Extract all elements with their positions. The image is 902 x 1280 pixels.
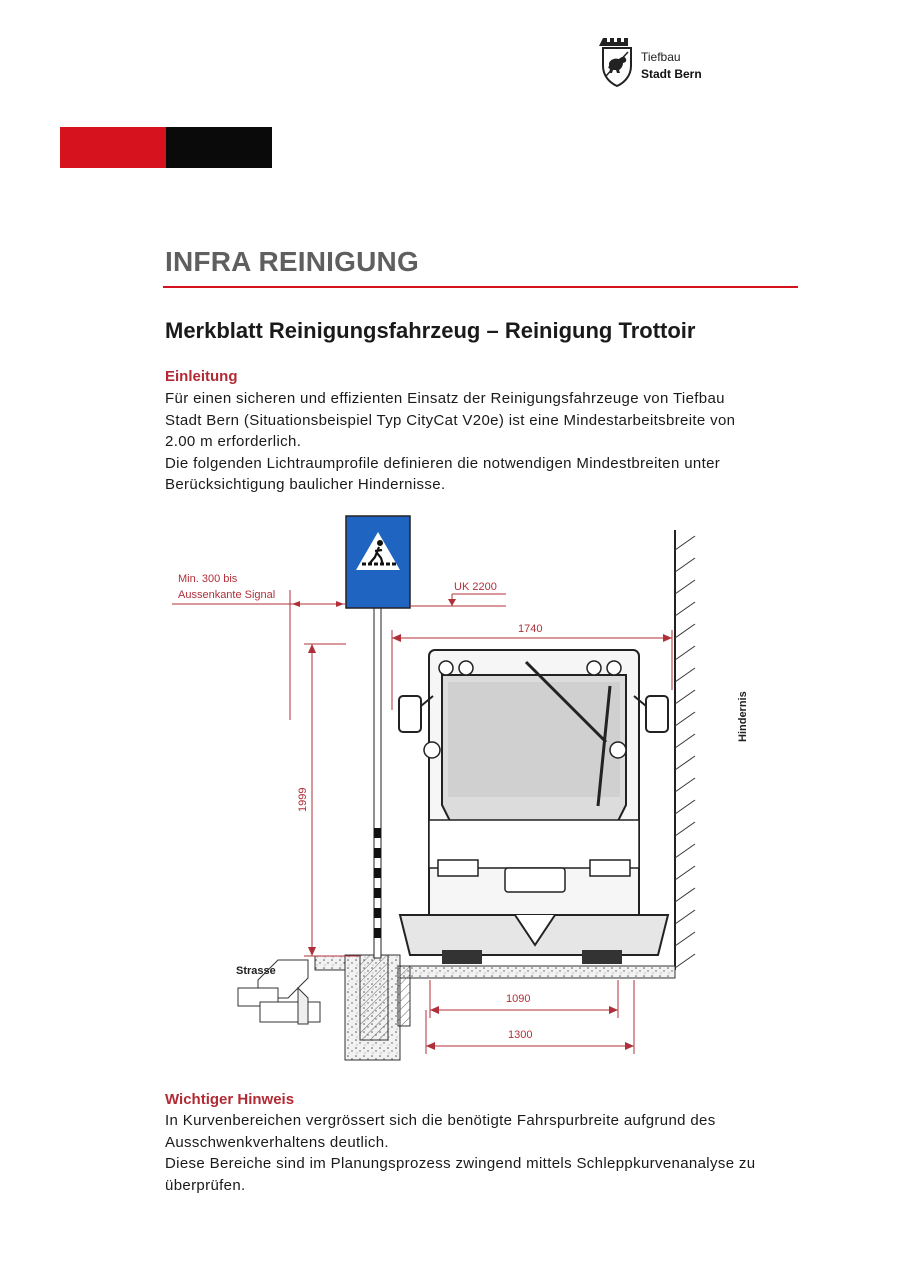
dim-label-1740: 1740 [518,623,543,635]
notice-paragraph [165,1110,805,1196]
obstacle-wall [675,530,695,970]
street-sweeper-vehicle [399,650,668,964]
tiefbau-logo [600,36,730,88]
label-uk: UK 2200 [454,581,497,593]
label-hindernis: Hindernis [737,691,749,742]
section-title: INFRA REINIGUNG [165,246,419,277]
pedestrian-crossing-sign-icon [346,516,410,608]
label-min-line1: Min. 300 bis [178,573,238,585]
bern-bear-coat-of-arms-icon [600,36,634,88]
dimension-total [426,980,634,1054]
clearance-profile-diagram [170,510,749,1070]
intro-line: Die folgenden Lichtraumprofile definieren die notwendigen Mindestbreiten unter [165,454,721,472]
sidewalk-ground [315,955,675,1060]
label-min-line2: Aussenkante Signal [178,589,276,601]
dimension-min-300 [172,573,346,720]
notice-line: In Kurvenbereichen vergrössert sich die benötigte Fahrspurbreite aufgrund des [165,1112,716,1129]
notice-line: überprüfen. [165,1176,246,1194]
label-strasse: Strasse [236,965,276,977]
dim-label-1999: 1999 [297,787,309,812]
intro-line: Berücksichtigung baulicher Hindernisse. [165,476,446,493]
title-divider [163,286,798,288]
brand-bar-red [60,127,166,168]
intro-line: 2.00 m erforderlich. [165,433,302,450]
notice-heading: Wichtiger Hinweis [165,1091,295,1108]
dimension-height [297,644,360,956]
signpost [374,608,381,958]
brand-bar-black [166,127,272,168]
document-title: Merkblatt Reinigungsfahrzeug – Reinigung Trottoir [165,318,696,343]
intro-heading: Einleitung [165,368,238,385]
intro-line: Stadt Bern (Situationsbeispiel Typ CityCat V20e) ist eine Mindestarbeitsbreite von [165,411,736,429]
logo-line-stadt-bern: Stadt Bern [641,67,702,81]
dimension-track [430,980,618,1018]
dimension-uk-2200 [410,581,506,606]
logo-line-tiefbau: Tiefbau [641,50,681,64]
dim-label-1090: 1090 [506,993,531,1005]
intro-paragraph [165,388,805,496]
dim-label-1300: 1300 [508,1029,533,1041]
intro-line: Für einen sicheren und effizienten Einsatz der Reinigungsfahrzeuge von Tiefbau [165,390,725,407]
notice-line: Ausschwenkverhaltens deutlich. [165,1133,389,1151]
notice-line: Diese Bereiche sind im Planungsprozess zwingend mittels Schleppkurvenanalyse zu [165,1155,756,1172]
